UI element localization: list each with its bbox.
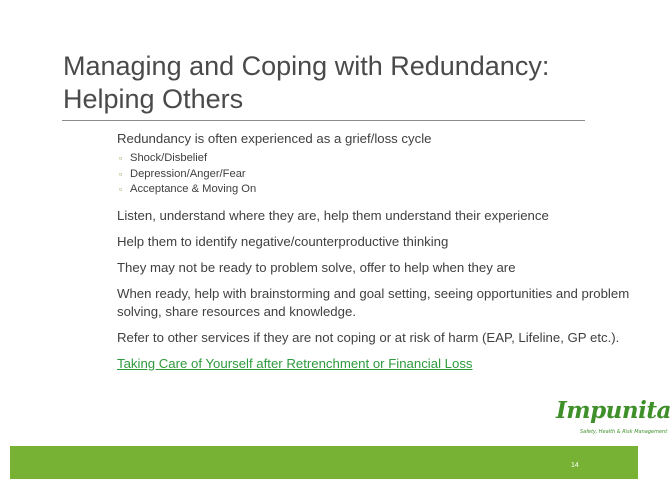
sub-bullet-text: Acceptance & Moving On [130,183,257,195]
bullet-icon: ▫ [119,184,123,194]
intro-text: Redundancy is often experienced as a grief/loss cycle [117,131,432,146]
slide-title [63,50,603,116]
sub-bullet-item [117,182,637,198]
body-paragraph: Refer to other services if they are not coping or at risk of harm (EAP, Lifeline, GP etc.). [117,329,620,345]
bullet-icon: ▫ [119,153,123,163]
logo-wordmark: Impunita [556,397,671,424]
page-number: 14 [571,462,579,469]
resource-link[interactable]: Taking Care of Yourself after Retrenchment or Financial Loss [117,355,473,371]
sub-bullet-list [117,151,637,198]
sub-bullet-item [117,167,637,183]
sub-bullet-text: Shock/Disbelief [130,152,208,164]
slide-body [117,130,637,381]
body-paragraph: When ready, help with brainstorming and goal setting, seeing opportunities and problem solving, share resources and knowledge. [117,285,630,319]
body-paragraph: They may not be ready to problem solve, offer to help when they are [117,259,516,275]
resource-link-paragraph [117,355,637,373]
sub-bullet-text: Depression/Anger/Fear [130,167,246,180]
title-line-1: Managing and Coping with Redundancy: [63,51,550,81]
footer-bar [10,446,638,479]
sub-bullet-item [117,151,637,167]
title-divider [62,120,585,121]
bullet-icon: ▫ [119,168,123,179]
company-logo [538,393,671,445]
title-line-2: Helping Others [63,84,244,114]
body-paragraph: Help them to identify negative/counterproductive thinking [117,233,449,249]
body-paragraph: Listen, understand where they are, help them understand their experience [117,207,549,223]
logo-tagline: Safety, Health & Risk Management [580,429,668,435]
